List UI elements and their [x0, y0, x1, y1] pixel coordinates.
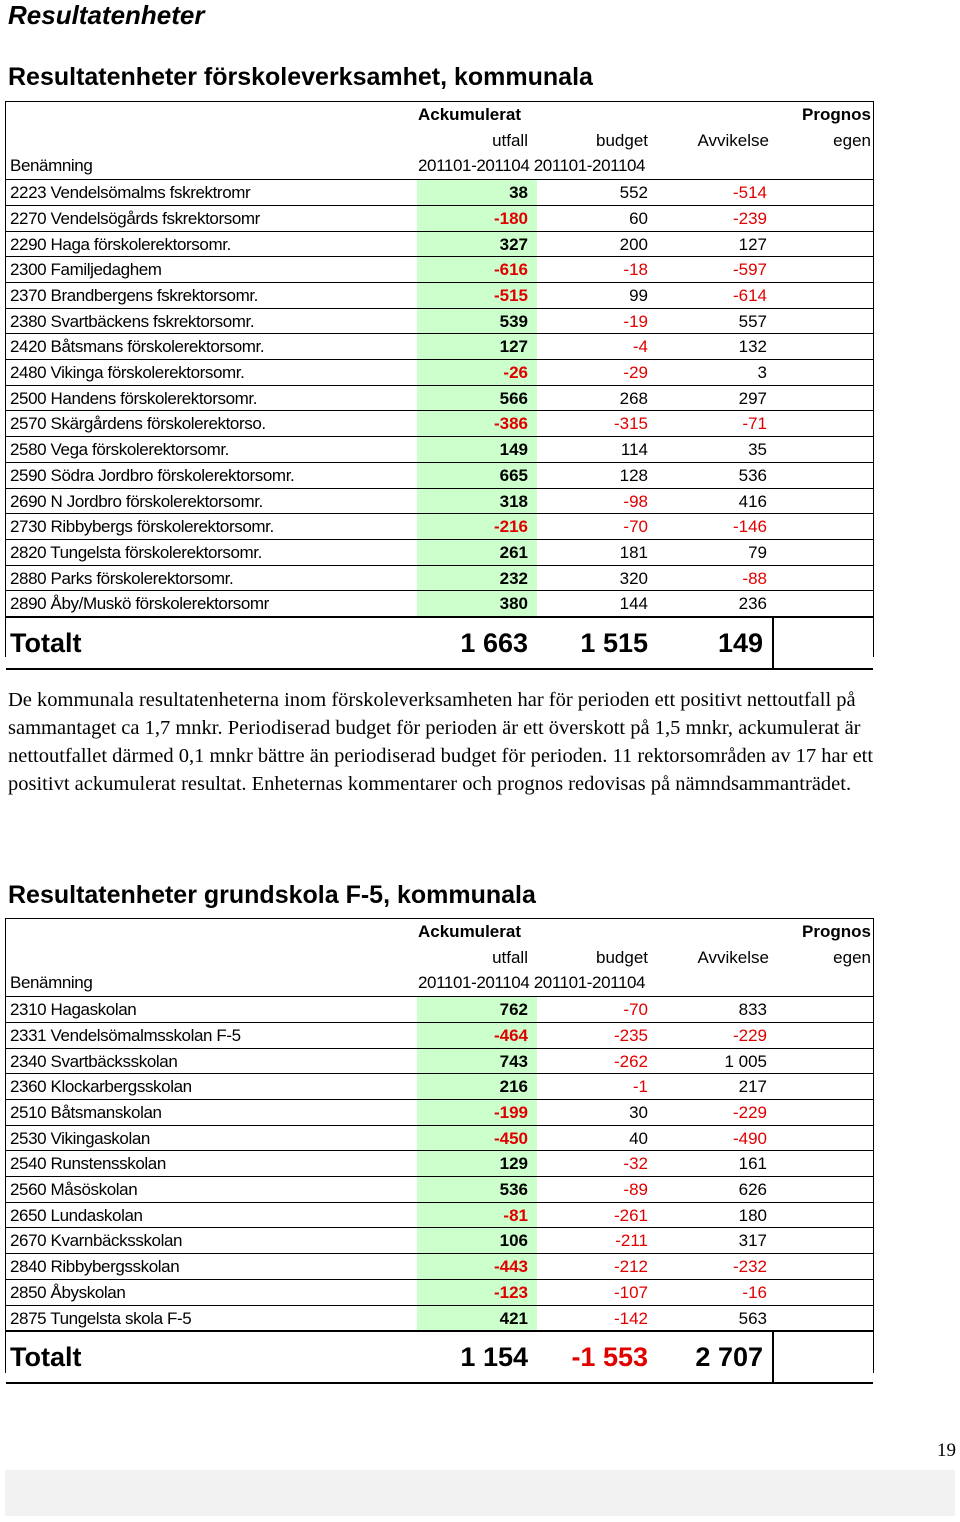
budget-value: -70 — [623, 517, 648, 537]
table-row — [6, 1125, 873, 1151]
total-row — [6, 1330, 873, 1384]
header-row-1 — [6, 919, 873, 945]
utfall-value: 536 — [499, 1180, 528, 1199]
utfall-value: 38 — [509, 183, 528, 203]
table-row — [6, 996, 873, 1022]
avvikelse-value: -239 — [732, 208, 767, 228]
budget-value: 40 — [629, 1128, 648, 1148]
utfall-value: 216 — [499, 1077, 528, 1097]
avvikelse-value: -146 — [732, 517, 767, 537]
unit-name: 2290 Haga förskolerektorsomr. — [10, 234, 231, 254]
unit-name: 2650 Lundaskolan — [10, 1205, 143, 1225]
utfall-value: 762 — [499, 1000, 528, 1020]
budget-value: -142 — [613, 1308, 648, 1328]
summary-paragraph: De kommunala resultatenheterna inom förskoleverksamheten har för perioden ett positivt nettoutfall på sammantaget ca 1,7 mnkr. Periodiserad budget för perioden är ett överskott på 1,5 mnkr, ackumulerat är nettoutfallet därmed 0,1 mnkr bättre än periodiserad budget för perioden. 11 rektorsområden av 17 har ett positivt ackumulerat resultat. Enheternas kommentarer och prognos redovisas på nämndsammanträdet. — [8, 689, 874, 795]
unit-name: 2560 Måsöskolan — [10, 1180, 138, 1199]
avvikelse-value: -614 — [732, 285, 767, 305]
unit-name: 2850 Åbyskolan — [10, 1282, 126, 1302]
unit-name: 2580 Vega förskolerektorsomr. — [10, 440, 229, 460]
table-row — [6, 282, 873, 308]
section-title-grundskola: Resultatenheter grundskola F-5, kommunala — [8, 881, 536, 909]
total-budget: 1 515 — [580, 628, 648, 658]
avvikelse-value: 1 005 — [724, 1051, 767, 1071]
total-separator — [772, 618, 774, 668]
header-utfall: utfall — [492, 130, 528, 150]
utfall-value: 539 — [499, 311, 528, 331]
unit-name: 2360 Klockarbergsskolan — [10, 1077, 192, 1097]
table-row — [6, 436, 873, 462]
unit-name: 2730 Ribbybergs förskolerektorsomr. — [10, 517, 274, 537]
total-row — [6, 616, 873, 670]
budget-value: -89 — [623, 1180, 648, 1199]
table-row — [6, 513, 873, 539]
avvikelse-value: 35 — [748, 440, 767, 460]
avvikelse-value: 180 — [738, 1205, 767, 1225]
budget-value: -32 — [623, 1154, 648, 1174]
avvikelse-value: 217 — [738, 1077, 767, 1097]
header-row-3 — [6, 153, 873, 179]
header-benamning: Benämning — [10, 156, 93, 176]
table-row — [6, 1048, 873, 1074]
total-utfall: 1 663 — [460, 628, 528, 658]
table-row — [6, 256, 873, 282]
utfall-value: -386 — [493, 414, 528, 434]
utfall-value: -123 — [493, 1282, 528, 1302]
header-prognos: Prognos — [802, 105, 871, 124]
avvikelse-value: -232 — [732, 1257, 767, 1277]
budget-value: -235 — [613, 1025, 648, 1045]
total-separator — [772, 1332, 774, 1382]
unit-name: 2530 Vikingaskolan — [10, 1128, 150, 1148]
avvikelse-value: -16 — [742, 1282, 767, 1302]
utfall-value: -464 — [493, 1025, 528, 1045]
unit-name: 2690 N Jordbro förskolerektorsomr. — [10, 491, 263, 511]
unit-name: 2540 Runstensskolan — [10, 1154, 166, 1174]
utfall-value: 566 — [499, 388, 528, 408]
utfall-value: 232 — [499, 568, 528, 588]
budget-value: -261 — [613, 1205, 648, 1225]
table-row — [6, 179, 873, 205]
table-row — [6, 590, 873, 616]
table-row — [6, 231, 873, 257]
unit-name: 2340 Svartbäcksskolan — [10, 1051, 178, 1071]
budget-value: -315 — [613, 414, 648, 434]
budget-value: 128 — [619, 465, 648, 485]
document-title: Resultatenheter — [8, 0, 205, 30]
table-row — [6, 1279, 873, 1305]
avvikelse-value: -514 — [732, 183, 767, 203]
avvikelse-value: 557 — [738, 311, 767, 331]
budget-value: 60 — [629, 208, 648, 228]
unit-name: 2420 Båtsmans förskolerektorsomr. — [10, 337, 265, 357]
budget-value: 320 — [619, 568, 648, 588]
budget-value: 268 — [619, 388, 648, 408]
unit-name: 2875 Tungelsta skola F-5 — [10, 1308, 192, 1328]
results-table-grundskola — [5, 918, 874, 1373]
utfall-value: 149 — [499, 440, 528, 460]
unit-name: 2820 Tungelsta förskolerektorsomr. — [10, 542, 262, 562]
header-period: 201101-201104 201101-201104 — [418, 973, 646, 993]
header-period: 201101-201104 201101-201104 — [418, 156, 646, 176]
header-utfall: utfall — [492, 947, 528, 967]
utfall-value: -450 — [493, 1128, 528, 1148]
table-row — [6, 539, 873, 565]
avvikelse-value: -229 — [732, 1025, 767, 1045]
utfall-value: 261 — [499, 542, 528, 562]
unit-name: 2570 Skärgårdens förskolerektorso. — [10, 414, 266, 434]
table-row — [6, 1099, 873, 1125]
table-row — [6, 1176, 873, 1202]
table-row — [6, 308, 873, 334]
budget-value: -212 — [613, 1257, 648, 1277]
table-row — [6, 1253, 873, 1279]
unit-name: 2670 Kvarnbäcksskolan — [10, 1231, 183, 1251]
table-row — [6, 488, 873, 514]
avvikelse-value: -490 — [732, 1128, 767, 1148]
avvikelse-value: 297 — [738, 388, 767, 408]
header-row-1 — [6, 102, 873, 128]
utfall-value: -199 — [493, 1102, 528, 1122]
budget-value: -18 — [623, 260, 648, 280]
utfall-value: -616 — [493, 260, 528, 280]
avvikelse-value: 626 — [738, 1180, 767, 1199]
budget-value: 99 — [629, 285, 648, 305]
avvikelse-value: 79 — [748, 542, 767, 562]
total-label: Totalt — [10, 628, 82, 658]
avvikelse-value: -88 — [742, 568, 767, 588]
header-row-2 — [6, 945, 873, 971]
budget-value: -211 — [615, 1231, 648, 1251]
avvikelse-value: 161 — [738, 1154, 767, 1174]
table-row — [6, 1202, 873, 1228]
total-label: Totalt — [10, 1342, 82, 1373]
avvikelse-value: 563 — [738, 1308, 767, 1328]
avvikelse-value: 236 — [738, 594, 767, 614]
header-egen: egen — [833, 947, 871, 967]
budget-value: -262 — [613, 1051, 648, 1071]
budget-value: 181 — [619, 542, 648, 562]
avvikelse-value: 3 — [757, 363, 767, 382]
unit-name: 2890 Åby/Muskö förskolerektorsomr — [10, 594, 269, 614]
budget-value: 144 — [619, 594, 648, 614]
utfall-value: 318 — [499, 491, 528, 511]
utfall-value: 380 — [499, 594, 528, 614]
budget-value: 114 — [620, 440, 648, 460]
budget-value: -1 — [632, 1077, 648, 1097]
budget-value: -29 — [623, 363, 648, 382]
header-budget: budget — [596, 130, 648, 150]
unit-name: 2380 Svartbäckens fskrektorsomr. — [10, 311, 255, 331]
budget-value: -98 — [623, 491, 648, 511]
unit-name: 2500 Handens förskolerektorsomr. — [10, 388, 258, 408]
unit-name: 2300 Familjedaghem — [10, 260, 162, 280]
utfall-value: 327 — [499, 234, 528, 254]
table-row — [6, 385, 873, 411]
header-avvikelse: Avvikelse — [697, 130, 769, 150]
unit-name: 2480 Vikinga förskolerektorsomr. — [10, 363, 245, 382]
utfall-value: 665 — [499, 465, 528, 485]
unit-name: 2510 Båtsmanskolan — [10, 1102, 162, 1122]
avvikelse-value: -71 — [742, 414, 767, 434]
results-table-forskola — [5, 101, 874, 657]
unit-name: 2310 Hagaskolan — [10, 1000, 137, 1020]
budget-value: -19 — [623, 311, 648, 331]
utfall-value: -26 — [503, 363, 528, 382]
utfall-value: 743 — [499, 1051, 528, 1071]
unit-name: 2223 Vendelsömalms fskrektromr — [10, 183, 251, 203]
utfall-value: 106 — [499, 1231, 528, 1251]
budget-value: -70 — [623, 1000, 648, 1020]
avvikelse-value: 416 — [738, 491, 767, 511]
unit-name: 2370 Brandbergens fskrektorsomr. — [10, 285, 259, 305]
unit-name: 2880 Parks förskolerektorsomr. — [10, 568, 234, 588]
total-avvikelse: 2 707 — [695, 1342, 763, 1373]
page-number: 19 — [937, 1440, 956, 1461]
avvikelse-value: 833 — [738, 1000, 767, 1020]
table-row — [6, 462, 873, 488]
unit-name: 2270 Vendelsögårds fskrektorsomr — [10, 208, 260, 228]
header-ackumulerat: Ackumulerat — [418, 922, 521, 941]
utfall-value: 127 — [499, 337, 528, 357]
utfall-value: -216 — [493, 517, 528, 537]
utfall-value: -180 — [493, 208, 528, 228]
unit-name: 2840 Ribbybergsskolan — [10, 1257, 180, 1277]
utfall-value: -515 — [493, 285, 528, 305]
unit-name: 2590 Södra Jordbro förskolerektorsomr. — [10, 465, 295, 485]
table-row — [6, 205, 873, 231]
header-prognos: Prognos — [802, 922, 871, 941]
budget-value: 200 — [619, 234, 648, 254]
table-row — [6, 565, 873, 591]
avvikelse-value: 317 — [738, 1231, 767, 1251]
header-egen: egen — [833, 130, 871, 150]
avvikelse-value: 132 — [738, 337, 767, 357]
utfall-value: -81 — [503, 1205, 528, 1225]
avvikelse-value: -229 — [732, 1102, 767, 1122]
footer-band — [5, 1470, 955, 1516]
avvikelse-value: -597 — [732, 260, 767, 280]
total-budget: -1 553 — [571, 1342, 648, 1373]
table-row — [6, 333, 873, 359]
header-avvikelse: Avvikelse — [697, 947, 769, 967]
avvikelse-value: 536 — [738, 465, 767, 485]
table-row — [6, 1022, 873, 1048]
table-row — [6, 359, 873, 385]
header-budget: budget — [596, 947, 648, 967]
table-row — [6, 1150, 873, 1176]
budget-value: -4 — [632, 337, 648, 357]
total-utfall: 1 154 — [460, 1342, 528, 1373]
budget-value: -107 — [613, 1282, 648, 1302]
header-benamning: Benämning — [10, 973, 93, 993]
table-row — [6, 1073, 873, 1099]
header-row-2 — [6, 128, 873, 154]
table-row — [6, 1227, 873, 1253]
budget-value: 30 — [629, 1102, 648, 1122]
section-title-forskola: Resultatenheter förskoleverksamhet, kommunala — [8, 63, 593, 91]
table-row — [6, 410, 873, 436]
unit-name: 2331 Vendelsömalmsskolan F-5 — [10, 1025, 241, 1045]
header-row-3 — [6, 970, 873, 996]
avvikelse-value: 127 — [738, 234, 767, 254]
table-row — [6, 1305, 873, 1331]
utfall-value: 129 — [499, 1154, 528, 1174]
utfall-value: -443 — [493, 1257, 528, 1277]
utfall-value: 421 — [499, 1308, 528, 1328]
budget-value: 552 — [619, 183, 648, 203]
total-avvikelse: 149 — [717, 628, 763, 658]
header-ackumulerat: Ackumulerat — [418, 105, 521, 124]
